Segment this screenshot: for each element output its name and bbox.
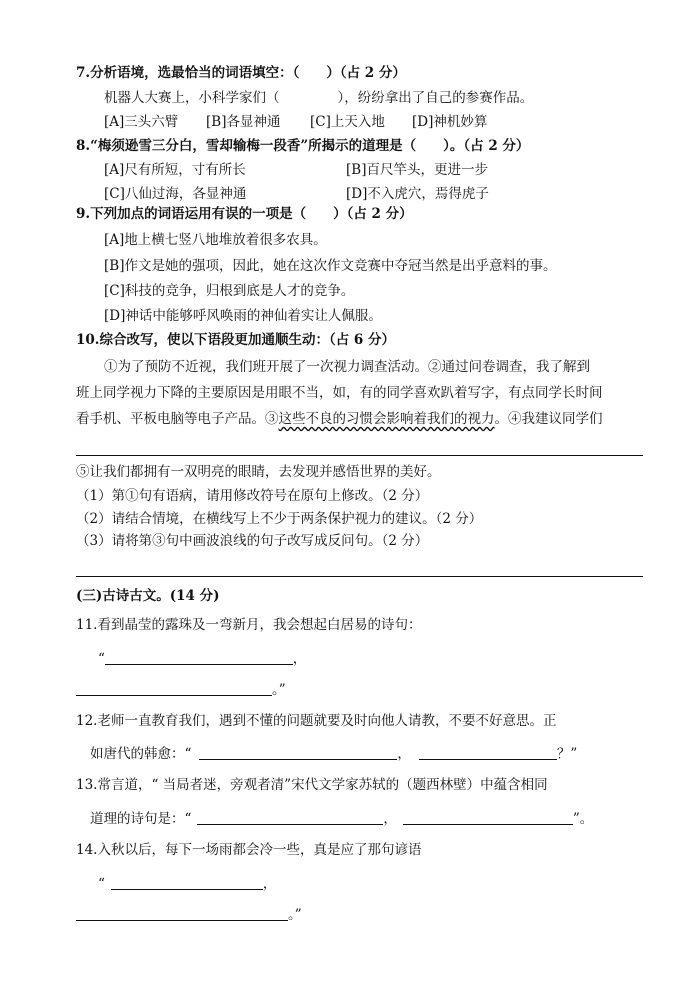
q9-opt-a: [A]地上横七竖八地堆放着很多农具。 [104,232,327,248]
q7-stem-b: ），纷纷拿出了自己的参赛作品。 [337,90,534,106]
q13-text2: 道理的诗句是：“ [90,811,192,827]
q10-sub1: （1）第①句有语病，请用修改符号在原句上修改。（2 分） [76,488,429,504]
q10-para-line3-a: 看手机、平板电脑等电子产品。③ [76,411,279,427]
q10-wavy-sentence: 这些不良的习惯会影响着我们的视力 [278,411,495,427]
q14-end: 。” [288,907,302,923]
q12-line2 [90,744,577,763]
q7-stem-a: 机器人大赛上，小科学家们（ [104,90,280,106]
q10-sub3: （3）请将第③句中画波浪线的句子改写成反问句。（2 分） [76,533,429,549]
q7-opt-b: [B]各显神通 [206,114,281,130]
q11-comma: ， [292,651,307,667]
q11-line1 [98,649,306,668]
q14-comma: ， [262,876,277,892]
q10-title: 10.综合改写，使以下语段更加通顺生动：（占 6 分） [76,332,396,348]
q11-blank-1[interactable] [105,649,293,665]
q14-line2 [76,905,302,924]
q7-opt-d: [D]神机妙算 [412,114,488,130]
section3-title: (三)古诗古文。(14 分) [76,588,220,604]
q8-opt-b: [B]百尺竿头，更进一步 [346,162,488,178]
q10-para-line4: ⑤让我们都拥有一双明亮的眼睛，去发现并感悟世界的美好。 [76,464,441,480]
q12-blank-1[interactable] [199,744,397,760]
q13-blank-1[interactable] [197,809,383,825]
q8-opt-c: [C]八仙过海，各显神通 [104,186,247,202]
q12-blank-2[interactable] [419,744,557,760]
q14-line1 [98,874,276,893]
q7-title: 7.分析语境，选最恰当的词语填空：（ ）（占 2 分） [76,65,406,81]
q9-opt-b: [B]作文是她的强项，因此，她在这次作文竞赛中夺冠当然是出乎意料的事。 [104,258,557,274]
q10-answer-line-2[interactable] [76,576,643,577]
q13-comma: ， [383,811,397,827]
q7-stem [104,89,533,107]
q14-blank-2[interactable] [76,905,288,921]
q9-title: 9.下列加点的词语运用有误的一项是（ ）（占 2 分） [76,206,413,222]
q10-sub2: （2）请结合情境，在横线写上不少于两条保护视力的建议。（2 分） [76,511,483,527]
q7-opt-a: [A]三头六臂 [104,114,179,130]
q11-line2 [76,680,286,699]
q13-end: ”。 [572,811,594,827]
q8-opt-d: [D]不入虎穴，焉得虎子 [346,186,489,202]
q11-blank-2[interactable] [76,680,272,696]
q12-comma: ， [397,746,411,762]
q10-para-line3 [76,410,603,428]
q10-para-line3-b: 。④我建议同学们 [494,411,603,427]
q9-opt-c: [C]科技的竞争，归根到底是人才的竞争。 [104,283,355,299]
q14-blank-1[interactable] [111,874,263,890]
q13-text: 13.常言道，“ 当局者迷，旁观者清”宋代文学家苏轼的（题西林壁）中蕴含相同 [76,777,548,793]
q8-title: 8.“梅须逊雪三分白，雪却输梅一段香”所揭示的道理是（ ）。（占 2 分） [76,138,530,154]
q11-open-quote: “ [98,651,105,667]
q12-text: 12.老师一直教育我们，遇到不懂的问题就要及时向他人请教，不要不好意思。正 [76,713,557,729]
q13-line2 [90,809,593,828]
q12-text2: 如唐代的韩愈：“ [90,746,192,762]
q10-para-line1: ①为了预防不近视，我们班开展了一次视力调查活动。②通过问卷调查，我了解到 [104,359,590,375]
q10-answer-line-1[interactable] [76,455,643,456]
q13-blank-2[interactable] [403,809,573,825]
q14-open-quote: “ [98,876,105,892]
q12-end: ？” [556,746,578,762]
q9-opt-d: [D]神话中能够呼风唤雨的神仙着实让人佩服。 [104,308,382,324]
q7-opt-c: [C]上天入地 [310,114,385,130]
q14-text: 14.入秋以后，每下一场雨都会冷一些，真是应了那句谚语 [76,842,422,858]
q8-opt-a: [A]尺有所短，寸有所长 [104,162,246,178]
q10-para-line2: 班上同学视力下降的主要原因是用眼不当，如，有的同学喜欢趴着写字，有点同学长时间 [76,385,603,401]
q11-text: 11.看到晶莹的露珠及一弯新月，我会想起白居易的诗句： [76,617,422,633]
q11-end: 。” [272,682,286,698]
